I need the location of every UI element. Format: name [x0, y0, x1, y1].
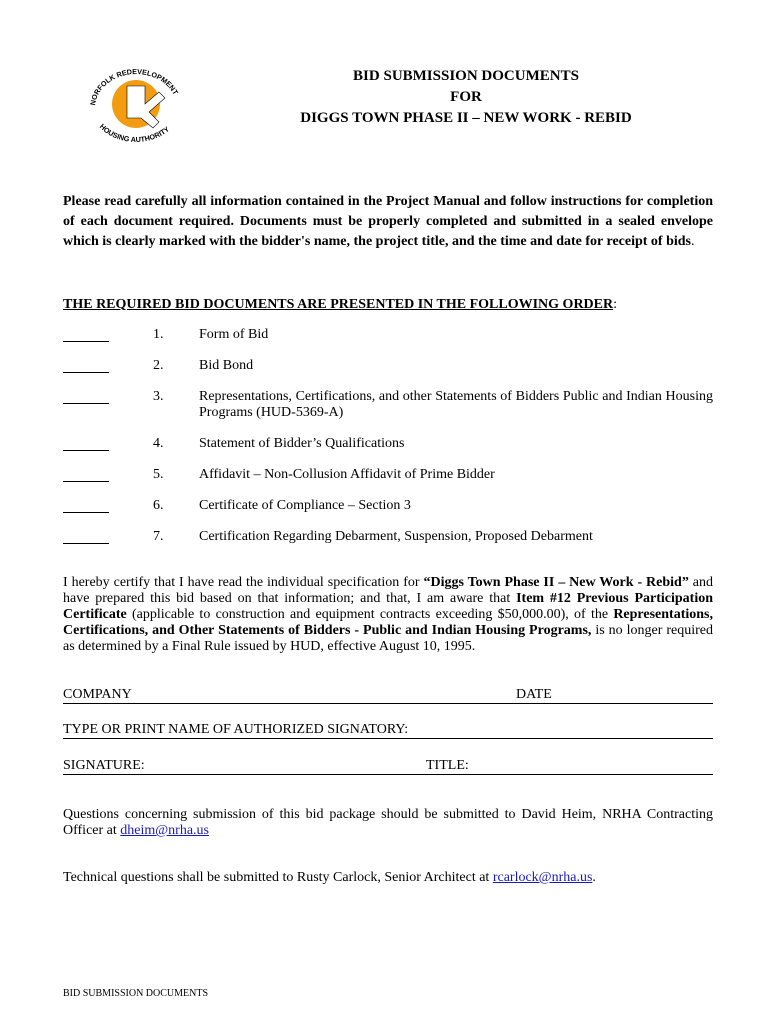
technical-end: .	[592, 870, 596, 885]
cert-representations: Representations, Certifications, and Other Statements of Bidders - Public and Indian Housing Programs,	[63, 607, 713, 638]
company-label: COMPANY	[63, 687, 132, 702]
checkoff-blank[interactable]	[63, 327, 109, 342]
contracting-officer-email-link[interactable]: dheim@nrha.us	[120, 823, 209, 838]
item-label: Bid Bond	[199, 358, 254, 373]
questions-text: Questions concerning submission of this bid package should be submitted to David Heim, NRHA Contracting Officer at	[63, 807, 713, 838]
item-label: Statement of Bidder’s Qualifications	[199, 436, 405, 451]
document-header	[225, 66, 707, 129]
nrha-logo	[77, 62, 195, 142]
logo-ring-text-bottom: HOUSING AUTHORITY	[97, 121, 171, 142]
signature-title-line[interactable]	[63, 757, 713, 775]
header-line-3: DIGGS TOWN PHASE II – NEW WORK - REBID	[300, 110, 632, 126]
checkoff-blank[interactable]	[63, 467, 109, 482]
checkoff-blank[interactable]	[63, 529, 109, 544]
cert-text-1: I hereby certify that I have read the individual specification for	[63, 575, 424, 590]
checkoff-blank[interactable]	[63, 358, 109, 373]
item-number: 2.	[153, 358, 164, 373]
header-line-1: BID SUBMISSION DOCUMENTS	[353, 68, 579, 84]
instructions-text: Please read carefully all information contained in the Project Manual and follow instructions for completion of each document required. Documents must be properly completed and submitted in a sealed envelope which is clearly marked with the bidder's name, the project title, and the time and date for receipt of bids	[63, 194, 713, 249]
company-date-line[interactable]	[63, 686, 713, 704]
cert-text-4: is no longer required as determined by a Final Rule issued by HUD, effective August 10, 1995.	[63, 623, 713, 654]
technical-text: Technical questions shall be submitted to Rusty Carlock, Senior Architect at	[63, 870, 493, 885]
authorized-signatory-line[interactable]	[63, 721, 713, 739]
item-number: 3.	[153, 389, 164, 404]
item-number: 1.	[153, 327, 164, 342]
item-label: Certificate of Compliance – Section 3	[199, 498, 411, 513]
item-label: Representations, Certifications, and other Statements of Bidders Public and Indian Housing Programs (HUD-5369-A)	[199, 389, 713, 420]
item-label: Certification Regarding Debarment, Suspension, Proposed Debarment	[199, 529, 593, 544]
checkoff-blank[interactable]	[63, 389, 109, 404]
item-number: 5.	[153, 467, 164, 482]
title-label: TITLE:	[426, 758, 469, 773]
required-heading-text: THE REQUIRED BID DOCUMENTS ARE PRESENTED IN THE FOLLOWING ORDER	[63, 297, 614, 312]
cert-project-name: “Diggs Town Phase II – New Work - Rebid”	[423, 575, 689, 590]
page-footer: BID SUBMISSION DOCUMENTS	[63, 988, 209, 999]
instructions-paragraph	[63, 192, 713, 252]
technical-questions-paragraph	[63, 870, 713, 886]
cert-text-2: and have prepared this bid based on that information; and that, I am aware that	[63, 575, 713, 606]
required-heading-colon: :	[613, 297, 618, 312]
item-number: 7.	[153, 529, 164, 544]
certification-paragraph	[63, 575, 713, 655]
logo-ring-text: NORFOLK REDEVELOPMENT	[88, 66, 181, 107]
cert-text-3: (applicable to construction and equipment contracts exceeding $50,000.00), of the	[126, 607, 614, 622]
questions-paragraph	[63, 807, 713, 839]
checkoff-blank[interactable]	[63, 436, 109, 451]
architect-email-link[interactable]: rcarlock@nrha.us	[492, 870, 593, 885]
item-label: Form of Bid	[199, 327, 269, 342]
required-documents-heading	[63, 295, 713, 315]
instructions-end: .	[691, 234, 695, 249]
item-number: 6.	[153, 498, 164, 513]
date-label: DATE	[516, 687, 552, 702]
cert-item-12: Item #12 Previous Participation Certificate	[63, 591, 713, 622]
signature-label: SIGNATURE:	[63, 758, 145, 773]
signatory-name-label: TYPE OR PRINT NAME OF AUTHORIZED SIGNATORY:	[63, 722, 409, 737]
checkoff-blank[interactable]	[63, 498, 109, 513]
item-number: 4.	[153, 436, 164, 451]
header-line-2: FOR	[450, 89, 482, 105]
item-label: Affidavit – Non-Collusion Affidavit of Prime Bidder	[199, 467, 495, 482]
